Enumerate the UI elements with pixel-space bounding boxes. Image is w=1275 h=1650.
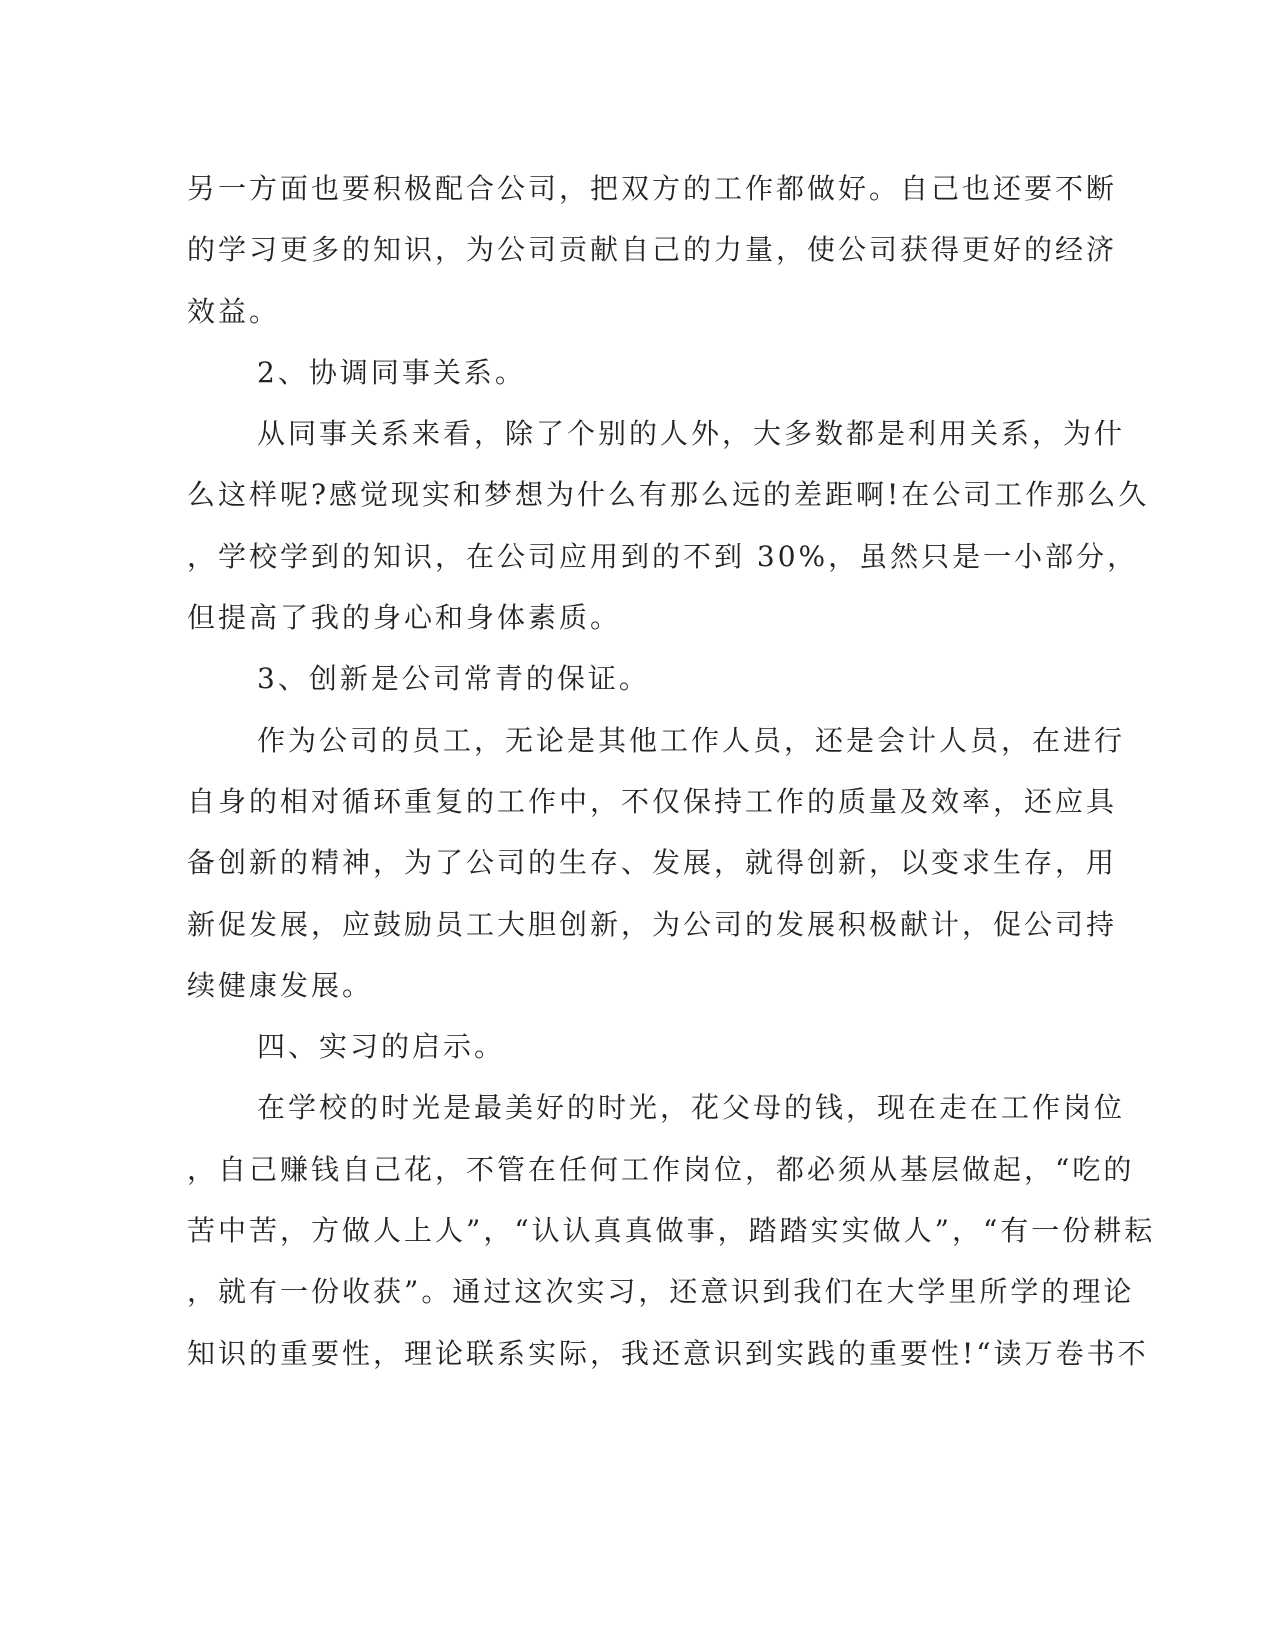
text-line: 知识的重要性，理论联系实际，我还意识到实践的重要性!“读万卷书不 [187, 1336, 1149, 1370]
text-line: 么这样呢?感觉现实和梦想为什么有那么远的差距啊!在公司工作那么久 [187, 478, 1150, 512]
text-line: 续健康发展。 [187, 968, 374, 1002]
text-line: 备创新的精神，为了公司的生存、发展，就得创新，以变求生存，用 [187, 846, 1118, 880]
body-text [187, 158, 1156, 1384]
text-line: 效益。 [187, 294, 281, 328]
text-line: 自身的相对循环重复的工作中，不仅保持工作的质量及效率，还应具 [187, 784, 1118, 818]
text-line: 在学校的时光是最美好的时光，花父母的钱，现在走在工作岗位 [257, 1091, 1126, 1125]
text-line: 另一方面也要积极配合公司，把双方的工作都做好。自己也还要不断 [187, 172, 1118, 205]
text-line: ，自己赚钱自己花，不管在任何工作岗位，都必须从基层做起，“吃的 [187, 1152, 1135, 1186]
text-line: ，就有一份收获”。通过这次实习，还意识到我们在大学里所学的理论 [187, 1275, 1135, 1309]
text-line: 的学习更多的知识，为公司贡献自己的力量，使公司获得更好的经济 [187, 233, 1118, 267]
text-line: 但提高了我的身心和身体素质。 [187, 601, 622, 635]
section-heading: 2、协调同事关系。 [257, 355, 526, 389]
text-line: 作为公司的员工，无论是其他工作人员，还是会计人员，在进行 [257, 723, 1126, 757]
text-line: 苦中苦，方做人上人”，“认认真真做事，踏踏实实做人”，“有一份耕耘 [187, 1214, 1156, 1248]
section-heading: 3、创新是公司常青的保证。 [257, 662, 650, 696]
text-line: ，学校学到的知识，在公司应用到的不到 30%，虽然只是一小部分， [187, 539, 1139, 573]
section-heading: 四、实习的启示。 [257, 1030, 506, 1064]
text-line: 从同事关系来看，除了个别的人外，大多数都是利用关系，为什 [257, 417, 1126, 451]
text-line: 新促发展，应鼓励员工大胆创新，为公司的发展积极献计，促公司持 [187, 907, 1118, 941]
